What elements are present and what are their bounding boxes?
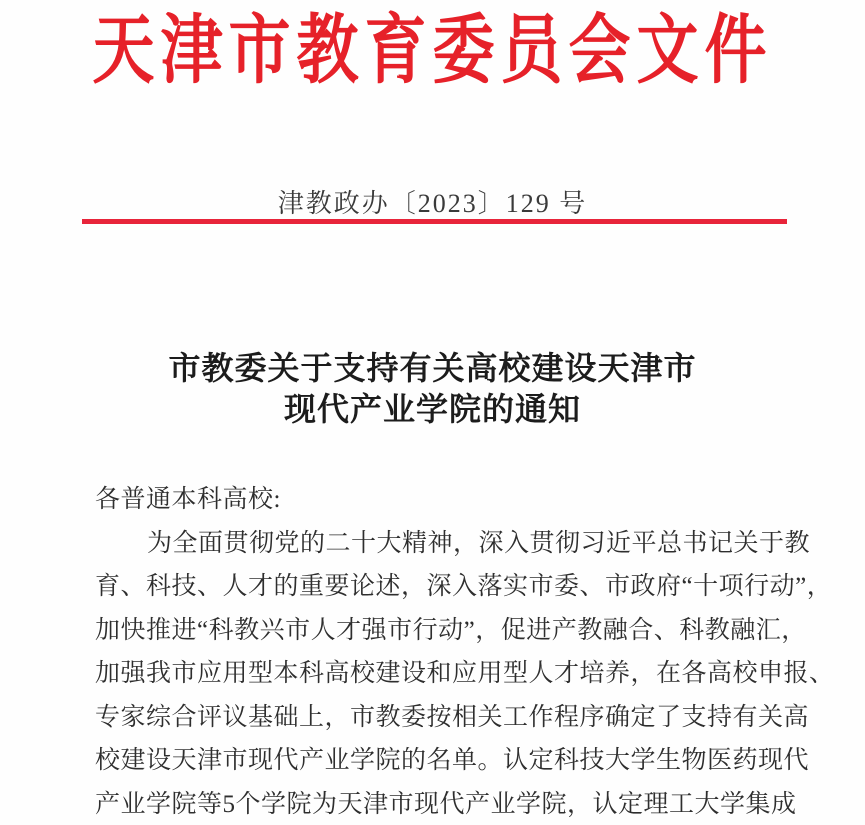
paragraph-line: 加快推进“科教兴市人才强市行动”，促进产教融合、科教融汇， <box>95 616 807 644</box>
document-number: 津教政办〔2023〕129 号 <box>277 189 588 218</box>
document-title <box>0 348 865 430</box>
paragraph-line: 校建设天津市现代产业学院的名单。认定科技大学生物医药现代 <box>95 747 810 774</box>
paragraph-line: 产业学院等5个学院为天津市现代产业学院，认定理工大学集成 <box>95 790 797 818</box>
paragraph-line: 加强我市应用型本科高校建设和应用型人才培养，在各高校申报、 <box>95 660 835 687</box>
body-paragraph <box>95 522 835 825</box>
letterhead-org-title: 天津市教育委员会文件 <box>92 10 773 94</box>
paragraph-line: 专家综合评议基础上，市教委按相关工作程序确定了支持有关高 <box>95 703 810 731</box>
salutation: 各普通本科高校: <box>95 486 281 513</box>
red-divider-line <box>82 219 787 224</box>
paragraph-line: 育、科技、人才的重要论述，深入落实市委、市政府“十项行动”， <box>95 573 833 600</box>
document-title-line2: 现代产业学院的通知 <box>283 391 581 427</box>
document-title-line1: 市教委关于支持有关高校建设天津市 <box>168 350 697 386</box>
paragraph-line: 为全面贯彻党的二十大精神，深入贯彻习近平总书记关于教 <box>147 529 811 557</box>
document-body <box>95 478 835 825</box>
